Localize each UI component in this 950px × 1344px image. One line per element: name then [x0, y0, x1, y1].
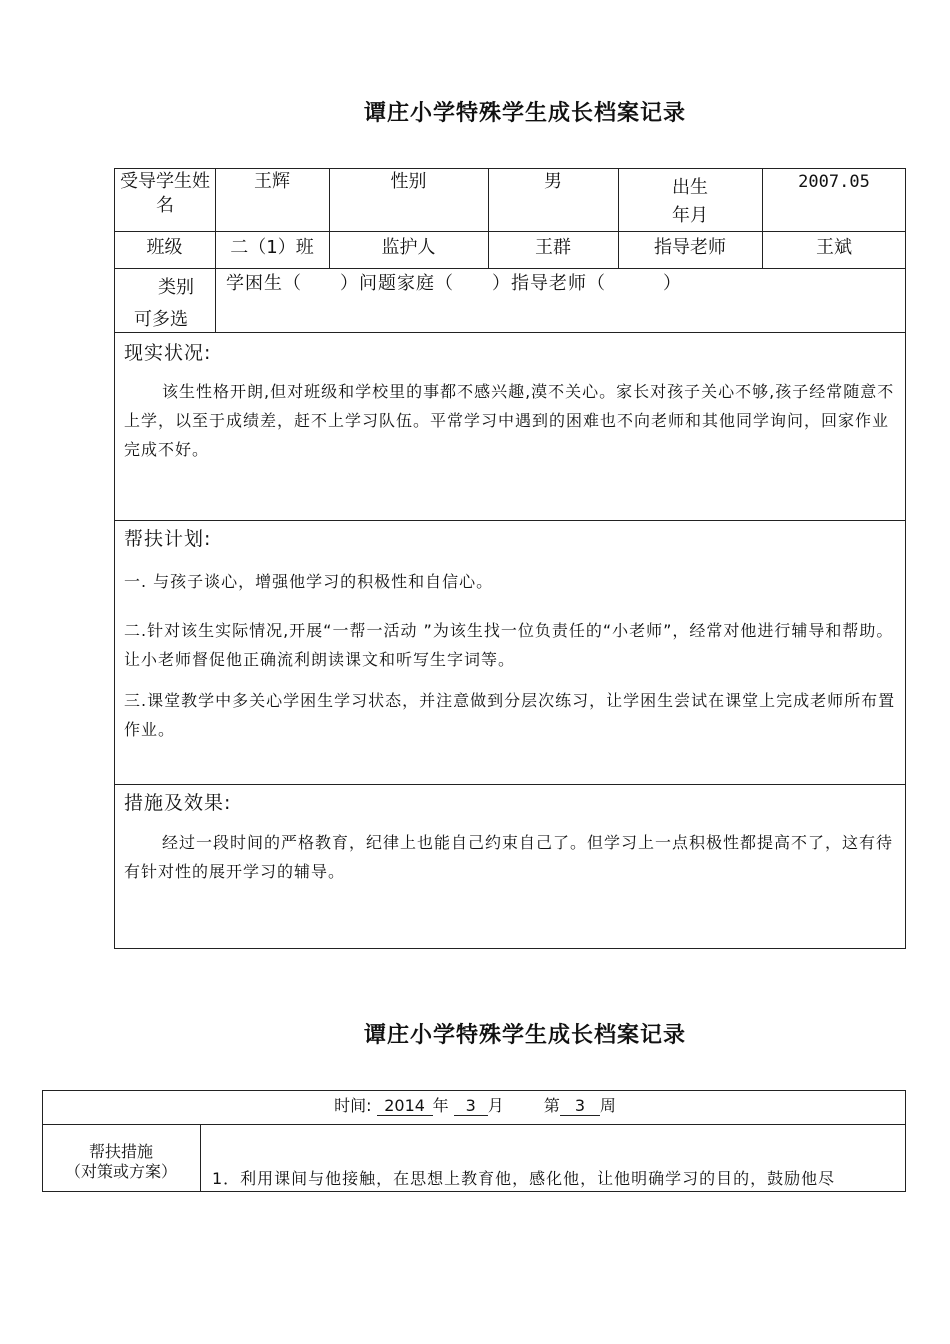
- month-value: 3: [454, 1097, 488, 1116]
- class-label: 班级: [146, 237, 183, 258]
- gender-label: 性别: [390, 171, 427, 192]
- guardian-value: 王群: [535, 237, 571, 258]
- effect-text: 经过一段时间的严格教育，纪律上也能自己约束自己了。但学习上一点积极性都提高不了，这有待有针对性的展开学习的辅导。: [124, 833, 894, 881]
- plan-item-1: 一. 与孩子谈心，增强他学习的积极性和自信心。: [124, 572, 494, 591]
- birth-label-line2: 年月: [672, 205, 708, 226]
- measure-text: 1．利用课间与他接触，在思想上教育他，感化他，让他明确学习的目的，鼓励他尽: [212, 1169, 836, 1188]
- name-label: 受导学生姓名: [120, 171, 210, 216]
- category-label-line2: 可多选: [134, 309, 188, 330]
- status-heading: 现实状况:: [124, 342, 212, 364]
- guardian-label: 监护人: [381, 237, 436, 258]
- year-value: 2014: [377, 1097, 433, 1116]
- page-title: 谭庄小学特殊学生成长档案记录: [363, 100, 686, 126]
- category-options: 学困生（ ）问题家庭（ ）指导老师（ ）: [226, 273, 682, 294]
- page-title-2: 谭庄小学特殊学生成长档案记录: [363, 1022, 686, 1048]
- time-row: 时间: 2014 年 3 月 第 3 周: [334, 1096, 616, 1115]
- birth-label-line1: 出生: [672, 177, 708, 198]
- measure-label-line1: 帮扶措施: [88, 1142, 153, 1161]
- category-label-line1: 类别: [158, 277, 194, 298]
- class-value: 二（1）班: [230, 237, 314, 258]
- effect-heading: 措施及效果:: [124, 792, 232, 814]
- teacher-label: 指导老师: [654, 237, 726, 258]
- name-value: 王辉: [254, 171, 290, 192]
- plan-item-2: 二.针对该生实际情况,开展“一帮一活动 ”为该生找一位负责任的“小老师”，经常对他进行辅导和帮助。让小老师督促他正确流利朗读课文和听写生字词等。: [124, 621, 894, 669]
- measure-label-line2: （对策或方案）: [64, 1162, 177, 1181]
- status-text: 该生性格开朗,但对班级和学校里的事都不感兴趣,漠不关心。家长对孩子关心不够,孩子经常随意不上学，以至于成绩差，赶不上学习队伍。平常学习中遇到的困难也不向老师和其他同学询问，回家作业完成不好。: [124, 382, 895, 459]
- plan-heading: 帮扶计划:: [124, 528, 212, 550]
- plan-item-3: 三.课堂教学中多关心学困生学习状态，并注意做到分层次练习，让学困生尝试在课堂上完成老师所布置作业。: [124, 691, 896, 739]
- week-value: 3: [560, 1097, 600, 1116]
- teacher-value: 王斌: [816, 237, 852, 258]
- birth-value: 2007.05: [798, 172, 870, 192]
- gender-value: 男: [544, 171, 562, 192]
